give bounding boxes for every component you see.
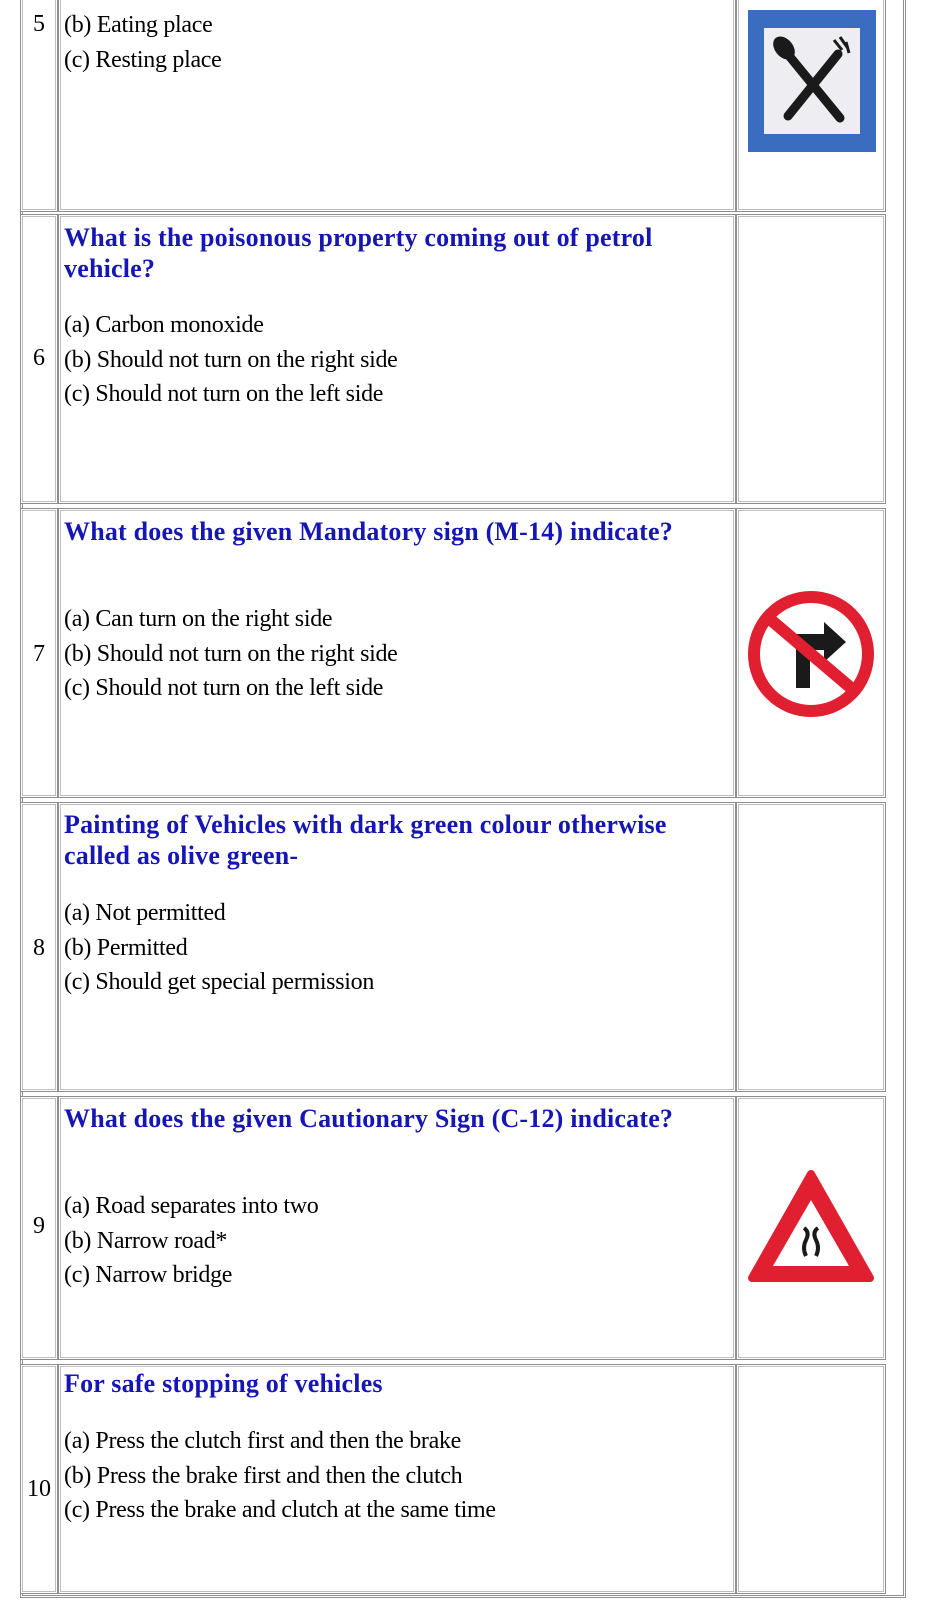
answer-option-b: (b) Press the brake first and then the clutch — [64, 1462, 463, 1489]
answer-option-b: (b) Eating place — [64, 12, 213, 38]
answer-option-c: (c) Should not turn on the left side — [64, 381, 384, 407]
sign-cell — [736, 214, 886, 504]
answer-options — [64, 1189, 734, 1293]
question-text: For safe stopping of vehicles — [64, 1369, 383, 1398]
eating-place-sign-icon — [748, 10, 876, 152]
answer-option-b: (b) Should not turn on the right side — [64, 640, 398, 667]
answer-option-c: (c) Narrow bridge — [64, 1262, 233, 1288]
answer-options — [64, 308, 734, 412]
question-number: 10 — [27, 1476, 51, 1502]
answer-option-c: (c) Press the brake and clutch at the same time — [64, 1497, 496, 1523]
question-text: What does the given Mandatory sign (M-14) indicate? — [64, 517, 673, 546]
narrow-bridge-sign-icon — [746, 1168, 876, 1286]
answer-option-b: (b) Should not turn on the right side — [64, 346, 398, 373]
answer-option-a: (a) Carbon monoxide — [64, 312, 264, 338]
answer-options — [64, 602, 734, 706]
answer-option-b: (b) Narrow road* — [64, 1227, 228, 1254]
question-text: Painting of Vehicles with dark green colour otherwise called as olive green- — [64, 810, 667, 870]
answer-option-c: (c) Should get special permission — [64, 969, 375, 995]
question-number: 6 — [33, 345, 45, 371]
answer-option-c: (c) Should not turn on the left side — [64, 675, 384, 701]
question-number: 7 — [33, 641, 45, 667]
question-text: What is the poisonous property coming out of petrol vehicle? — [64, 223, 653, 283]
question-number: 9 — [33, 1213, 45, 1239]
question-number: 5 — [33, 11, 45, 37]
answer-options — [64, 896, 734, 1000]
question-text: What does the given Cautionary Sign (C-12) indicate? — [64, 1104, 674, 1133]
answer-options — [64, 8, 734, 77]
answer-option-c: (c) Resting place — [64, 46, 222, 73]
answer-option-a: (a) Can turn on the right side — [64, 606, 333, 632]
answer-option-a: (a) Road separates into two — [64, 1193, 319, 1219]
answer-option-b: (b) Permitted — [64, 934, 188, 961]
answer-option-a: (a) Press the clutch first and then the brake — [64, 1428, 462, 1454]
sign-cell — [736, 1364, 886, 1594]
sign-cell — [736, 802, 886, 1092]
answer-options — [64, 1424, 734, 1528]
question-number: 8 — [33, 935, 45, 961]
no-right-turn-sign-icon — [746, 590, 876, 718]
answer-option-a: (a) Not permitted — [64, 900, 226, 926]
